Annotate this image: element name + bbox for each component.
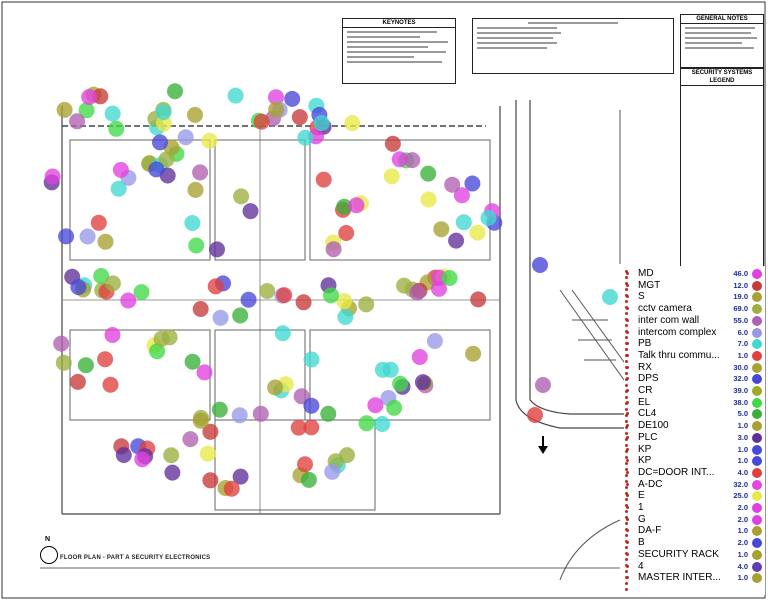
legend-border-dot (625, 516, 628, 519)
legend-border-dot (625, 348, 628, 351)
legend-row[interactable] (624, 420, 765, 432)
device-marker[interactable] (296, 294, 312, 310)
device-marker[interactable] (185, 354, 201, 370)
legend-border-dot (625, 384, 628, 387)
legend-row[interactable] (624, 338, 765, 350)
legend-count: 2.0 (737, 538, 748, 548)
legend-border-dot (625, 588, 628, 591)
legend-border-dot (625, 444, 628, 447)
legend-label: intercom complex (638, 326, 717, 338)
legend-border-dot (625, 378, 628, 381)
legend-border-dot (625, 438, 628, 441)
legend-label: 4 (638, 560, 644, 572)
legend-row[interactable] (624, 561, 765, 573)
legend-color-swatch (752, 562, 762, 572)
legend-row[interactable] (624, 549, 765, 561)
legend-count: 4.0 (737, 561, 748, 571)
legend-border-dot (625, 582, 628, 585)
legend-border-dot (625, 462, 628, 465)
legend-label: S (638, 291, 645, 303)
legend-border-dot (625, 366, 628, 369)
legend-label: DE100 (638, 420, 669, 432)
device-marker[interactable] (433, 221, 449, 237)
legend-border-dot (625, 414, 628, 417)
legend-row[interactable] (624, 350, 765, 362)
legend-count: 12.0 (733, 280, 748, 290)
legend-count: 25.0 (733, 491, 748, 501)
device-marker[interactable] (192, 164, 208, 180)
device-marker[interactable] (303, 419, 319, 435)
legend-row[interactable] (624, 327, 765, 339)
legend-label: Talk thru commu... (638, 349, 720, 361)
legend-label: RX (638, 361, 652, 373)
legend-row[interactable] (624, 397, 765, 409)
legend-color-swatch (752, 292, 762, 302)
device-marker[interactable] (208, 278, 224, 294)
device-marker[interactable] (120, 293, 136, 309)
legend-label: B (638, 537, 645, 549)
legend-color-swatch (752, 269, 762, 279)
legend-row[interactable] (624, 537, 765, 549)
legend-border-dot (625, 456, 628, 459)
legend-count: 1.0 (737, 350, 748, 360)
legend-row[interactable] (624, 444, 765, 456)
device-marker[interactable] (81, 89, 97, 105)
legend-border-dot (625, 354, 628, 357)
device-marker[interactable] (193, 413, 209, 429)
device-marker[interactable] (385, 136, 401, 152)
device-marker[interactable] (184, 215, 200, 231)
device-marker[interactable] (465, 346, 481, 362)
legend-count: 1.0 (737, 573, 748, 583)
device-marker[interactable] (56, 355, 72, 371)
legend-color-swatch (752, 374, 762, 384)
legend-color-swatch (752, 491, 762, 501)
legend-count: 6.0 (737, 327, 748, 337)
device-marker[interactable] (276, 287, 292, 303)
legend-border-dot (625, 546, 628, 549)
device-marker[interactable] (134, 451, 150, 467)
legend-border-dot (625, 336, 628, 339)
road-curve (560, 520, 620, 580)
legend-border-dot (625, 312, 628, 315)
device-marker[interactable] (113, 162, 129, 178)
device-marker[interactable] (193, 301, 209, 317)
legend-row[interactable] (624, 514, 765, 526)
device-marker[interactable] (111, 181, 127, 197)
device-marker[interactable] (374, 416, 390, 432)
device-marker[interactable] (267, 380, 283, 396)
legend-count: 46.0 (733, 269, 748, 278)
legend-row[interactable] (624, 315, 765, 327)
legend-border-dot (625, 498, 628, 501)
legend-border-dot (625, 426, 628, 429)
device-marker[interactable] (375, 362, 391, 378)
legend-label: G (638, 513, 646, 525)
legend-color-swatch (752, 304, 762, 314)
device-marker[interactable] (481, 210, 497, 226)
legend-row[interactable] (624, 455, 765, 467)
device-marker[interactable] (164, 465, 180, 481)
device-marker[interactable] (134, 284, 150, 300)
legend-count: 4.0 (737, 467, 748, 477)
device-marker[interactable] (197, 364, 213, 380)
device-marker[interactable] (602, 289, 618, 305)
device-marker[interactable] (105, 327, 121, 343)
legend-border-dot (625, 372, 628, 375)
device-marker[interactable] (470, 225, 486, 241)
device-marker[interactable] (348, 197, 364, 213)
north-label: N (45, 536, 51, 543)
device-marker[interactable] (448, 233, 464, 249)
legend-color-swatch (752, 433, 762, 443)
device-marker[interactable] (152, 134, 168, 150)
device-marker[interactable] (98, 234, 114, 250)
legend-label: MASTER INTER... (638, 572, 721, 584)
device-marker[interactable] (243, 203, 259, 219)
legend-row[interactable] (624, 572, 765, 584)
device-marker[interactable] (232, 407, 248, 423)
legend-label: MD (638, 268, 654, 279)
device-marker[interactable] (182, 431, 198, 447)
legend-border-dot (625, 420, 628, 423)
north-arrow-icon (40, 546, 58, 564)
device-marker[interactable] (69, 113, 85, 129)
legend-color-swatch (752, 398, 762, 408)
legend-color-swatch (752, 573, 762, 583)
device-marker[interactable] (103, 377, 119, 393)
legend-row[interactable] (624, 362, 765, 374)
legend-label: inter com wall (638, 314, 700, 326)
device-marker[interactable] (532, 257, 548, 273)
device-marker[interactable] (292, 109, 308, 125)
device-marker[interactable] (535, 377, 551, 393)
legend-border-dot (625, 510, 628, 513)
legend-row[interactable] (624, 490, 765, 502)
device-marker[interactable] (154, 331, 170, 347)
legend-border-dot (625, 390, 628, 393)
legend-label: KP (638, 455, 652, 467)
legend-color-swatch (752, 421, 762, 431)
device-marker[interactable] (200, 446, 216, 462)
legend-color-swatch (752, 351, 762, 361)
legend-row[interactable] (624, 408, 765, 420)
legend-count: 38.0 (733, 397, 748, 407)
legend-color-swatch (752, 409, 762, 419)
device-marker[interactable] (156, 104, 172, 120)
legend-count: 1.0 (737, 444, 748, 454)
legend-label: KP (638, 443, 652, 455)
device-marker[interactable] (442, 270, 458, 286)
device-marker[interactable] (392, 376, 408, 392)
legend-row[interactable] (624, 268, 765, 280)
device-marker[interactable] (323, 287, 339, 303)
legend-label: A-DC (638, 478, 663, 490)
legend-label: CR (638, 385, 653, 396)
device-marker[interactable] (97, 351, 113, 367)
legend-count: 5.0 (737, 409, 748, 419)
legend-row[interactable] (624, 467, 765, 479)
device-marker[interactable] (241, 292, 257, 308)
legend-color-swatch (752, 526, 762, 536)
device-marker[interactable] (58, 228, 74, 244)
device-marker[interactable] (527, 407, 543, 423)
device-marker[interactable] (202, 133, 218, 149)
road-curve (530, 400, 624, 414)
keynotes-title: KEYNOTES (343, 19, 455, 28)
legend-count: 1.0 (737, 549, 748, 559)
legend-label: CL4 (638, 408, 657, 420)
device-marker[interactable] (259, 283, 275, 299)
device-marker[interactable] (384, 168, 400, 184)
legend-color-swatch (752, 538, 762, 548)
device-marker[interactable] (297, 456, 313, 472)
device-marker[interactable] (178, 129, 194, 145)
floor-plan-title: FLOOR PLAN - PART A SECURITY ELECTRONICS (60, 555, 211, 561)
device-marker[interactable] (209, 241, 225, 257)
device-marker[interactable] (392, 151, 408, 167)
legend-border-dot (625, 564, 628, 567)
device-marker[interactable] (301, 472, 317, 488)
legend-border-dot (625, 306, 628, 309)
device-marker[interactable] (284, 91, 300, 107)
legend-border-dot (625, 318, 628, 321)
legend-border-dot (625, 288, 628, 291)
device-markers (44, 83, 618, 497)
device-marker[interactable] (427, 333, 443, 349)
device-marker[interactable] (420, 166, 436, 182)
legend-border-dot (625, 504, 628, 507)
device-marker[interactable] (367, 397, 383, 413)
legend-count: 30.0 (733, 362, 748, 372)
legend-color-swatch (752, 468, 762, 478)
legend-row[interactable] (624, 502, 765, 514)
legend-border-dot (625, 432, 628, 435)
legend-border-dot (625, 342, 628, 345)
device-marker[interactable] (337, 309, 353, 325)
device-marker[interactable] (415, 374, 431, 390)
device-marker[interactable] (421, 192, 437, 208)
legend-color-swatch (752, 316, 762, 326)
device-marker[interactable] (70, 374, 86, 390)
legend-count: 32.0 (733, 479, 748, 489)
device-marker[interactable] (275, 325, 291, 341)
legend-count: 1.0 (737, 526, 748, 536)
legend-border-dot (625, 552, 628, 555)
legend-count: 55.0 (733, 315, 748, 325)
device-marker[interactable] (232, 308, 248, 324)
flow-arrow-head (538, 446, 548, 454)
legend-row[interactable] (624, 280, 765, 292)
device-marker[interactable] (409, 285, 425, 301)
wing-outline (70, 330, 210, 420)
device-marker[interactable] (386, 400, 402, 416)
legend-color-swatch (752, 339, 762, 349)
legend-label: EL (638, 396, 651, 408)
device-marker[interactable] (254, 114, 270, 130)
legend-row[interactable] (624, 525, 765, 537)
legend-color-swatch (752, 445, 762, 455)
legend-color-swatch (752, 328, 762, 338)
legend-color-swatch (752, 503, 762, 513)
legend-row[interactable] (624, 432, 765, 444)
device-marker[interactable] (320, 406, 336, 422)
device-marker[interactable] (213, 310, 229, 326)
legend-count: 2.0 (737, 503, 748, 512)
legend-label: PB (638, 338, 652, 350)
legend-row[interactable] (624, 291, 765, 303)
legend-row[interactable] (624, 373, 765, 385)
legend-border-dot (625, 558, 628, 561)
legend-border-dot (625, 330, 628, 333)
legend-label: 1 (638, 502, 644, 513)
legend-border-dot (625, 294, 628, 297)
device-marker[interactable] (359, 415, 375, 431)
legend-color-swatch (752, 480, 762, 490)
security-legend-subtitle: LEGEND (681, 77, 763, 86)
legend-count: 7.0 (737, 339, 748, 349)
legend-border-dot (625, 276, 628, 279)
device-marker[interactable] (304, 352, 320, 368)
legend-border-dot (625, 360, 628, 363)
general-notes-title: GENERAL NOTES (681, 15, 763, 24)
device-marker[interactable] (324, 464, 340, 480)
legend-color-swatch (752, 550, 762, 560)
device-marker[interactable] (344, 115, 360, 131)
legend-border-dot (625, 396, 628, 399)
device-marker[interactable] (316, 172, 332, 188)
device-marker[interactable] (163, 447, 179, 463)
legend-border-dot (625, 402, 628, 405)
legend-border-dot (625, 270, 628, 273)
device-marker[interactable] (148, 161, 164, 177)
legend-border-dot (625, 480, 628, 483)
legend-count: 3.0 (737, 432, 748, 442)
device-marker[interactable] (358, 296, 374, 312)
legend-label: PLC (638, 431, 658, 443)
device-marker[interactable] (412, 349, 428, 365)
legend-border-dot (625, 534, 628, 537)
legend-border-dot (625, 468, 628, 471)
device-marker[interactable] (202, 472, 218, 488)
legend-label: DA-F (638, 525, 662, 537)
device-marker[interactable] (53, 336, 69, 352)
legend-border-dot (625, 324, 628, 327)
device-marker[interactable] (297, 130, 313, 146)
legend-border-dot (625, 528, 628, 531)
legend-border-dot (625, 408, 628, 411)
device-count-legend (624, 266, 765, 595)
legend-color-swatch (752, 386, 762, 396)
device-marker[interactable] (212, 402, 228, 418)
legend-border-dot (625, 492, 628, 495)
device-marker[interactable] (470, 291, 486, 307)
device-marker[interactable] (303, 398, 319, 414)
device-marker[interactable] (70, 279, 86, 295)
legend-count: 19.0 (733, 292, 748, 302)
device-marker[interactable] (444, 177, 460, 193)
device-marker[interactable] (188, 238, 204, 254)
legend-label: SECURITY RACK (638, 548, 719, 560)
legend-border-dot (625, 570, 628, 573)
legend-label: MGT (638, 279, 661, 291)
device-marker[interactable] (105, 275, 121, 291)
legend-label: E (638, 490, 645, 502)
legend-border-dot (625, 282, 628, 285)
legend-row[interactable] (624, 303, 765, 315)
legend-count: 1.0 (737, 421, 748, 431)
device-marker[interactable] (45, 169, 61, 185)
device-marker[interactable] (105, 106, 121, 122)
legend-color-swatch (752, 363, 762, 373)
legend-count: 69.0 (733, 304, 748, 314)
legend-border-dot (625, 540, 628, 543)
legend-border-dot (625, 486, 628, 489)
legend-label: cctv camera (638, 303, 692, 315)
device-marker[interactable] (253, 406, 269, 422)
legend-color-swatch (752, 281, 762, 291)
device-marker[interactable] (228, 88, 244, 104)
device-marker[interactable] (78, 357, 94, 373)
legend-count: 2.0 (737, 514, 748, 524)
legend-color-swatch (752, 515, 762, 525)
device-marker[interactable] (80, 229, 96, 245)
legend-label: DC=DOOR INT... (638, 466, 715, 478)
device-marker[interactable] (167, 83, 183, 99)
legend-border-dot (625, 474, 628, 477)
device-marker[interactable] (326, 241, 342, 257)
device-marker[interactable] (91, 215, 107, 231)
device-marker[interactable] (268, 102, 284, 118)
legend-label: DPS (638, 373, 659, 385)
legend-count: 32.0 (733, 374, 748, 384)
device-marker[interactable] (116, 447, 132, 463)
legend-row[interactable] (624, 385, 765, 397)
legend-border-dot (625, 522, 628, 525)
legend-border-dot (625, 300, 628, 303)
legend-border-dot (625, 576, 628, 579)
legend-row[interactable] (624, 479, 765, 491)
device-marker[interactable] (108, 121, 124, 137)
device-marker[interactable] (224, 481, 240, 497)
device-marker[interactable] (188, 182, 204, 198)
device-marker[interactable] (456, 214, 472, 230)
device-marker[interactable] (57, 102, 73, 118)
legend-border-dot (625, 450, 628, 453)
device-marker[interactable] (187, 107, 203, 123)
legend-count: 39.0 (733, 386, 748, 395)
device-marker[interactable] (314, 115, 330, 131)
security-legend-title: SECURITY SYSTEMS (691, 70, 753, 76)
legend-count: 1.0 (737, 456, 748, 466)
device-marker[interactable] (233, 188, 249, 204)
legend-color-swatch (752, 456, 762, 466)
device-marker[interactable] (338, 225, 354, 241)
